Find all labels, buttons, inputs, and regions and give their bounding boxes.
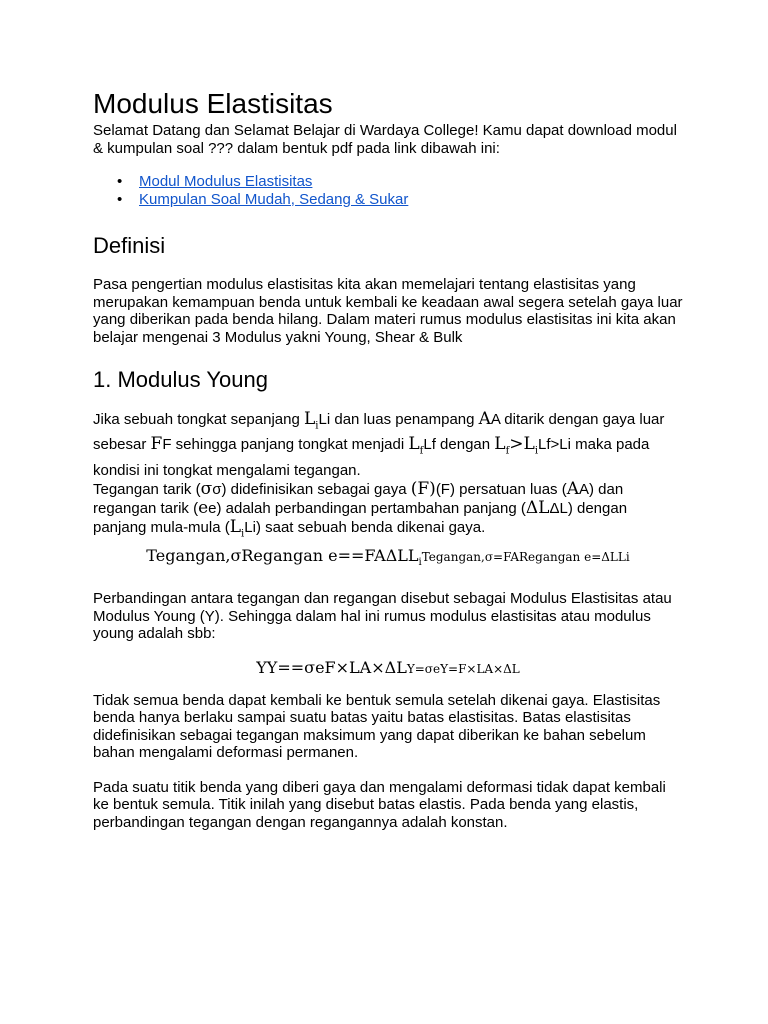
link-modul[interactable]: Modul Modulus Elastisitas [139,173,313,190]
link-kumpulan-soal[interactable]: Kumpulan Soal Mudah, Sedang & Sukar [139,190,409,208]
bullet-icon: • [117,173,123,190]
section-heading-modulus-young: 1. Modulus Young [93,367,268,392]
download-links-list [93,173,683,208]
young-paragraph-2: Tegangan tarik (σσ) didefinisikan sebagai gaya (F)(F) persatuan luas (AA) dan regangan tarik (ee) adalah perbandingan pertambahan panjang (ΔLΔL) dengan panjang mula-mula $(L_iLi)$ saat sebuah benda dikenai gaya. [93,478,628,540]
section-heading-definisi: Definisi [93,233,166,258]
math-symbol: F [150,434,163,455]
equation-tegangan-regangan: Tegangan,σRegangan $e==FA\Delta LL_iTegangan,\sigma=FARegangan$ e=ΔLLi [146,546,630,569]
math-symbol: e [198,497,209,518]
math-symbol: $L_i$ [304,409,319,432]
list-item [93,173,683,191]
math-symbol: $L_f>L_i$ [494,434,539,457]
young-paragraph-5: Pada suatu titik benda yang diberi gaya dan mengalami deformasi tidak dapat kembali ke bentuk semula. Titik inilah yang disebut batas elastis. Pada benda yang elastis, perbandingan tegangan dengan regangannya adalah konstan. [93,778,666,831]
math-symbol: $L_f$ [408,434,424,457]
page-title: Modulus Elastisitas [93,88,333,119]
equation-modulus-young: YY==σeF×LA×ΔLY=σeY=F×LA×ΔL [256,657,520,677]
math-symbol: $L_i$ [229,516,245,540]
math-symbol: A [566,478,579,499]
definisi-paragraph: Pasa pengertian modulus elastisitas kita akan memelajari tentang elastisitas yang merupakan kemampuan benda untuk kembali ke keadaan awal segera setelah gaya luar yang diberikan pada benda hilang. Dalam materi rumus modulus elastisitas ini kita akan belajar mengenai 3 Modulus yakni Young, Shear & Bulk [93,276,683,346]
young-paragraph-1: Jika sebuah tongkat sepanjang $L_iLi$ dan luas penampang AA ditarik dengan gaya luar sebesar FF sehingga panjang tongkat menjadi $L_fLf$ dengan $L_f>L_iLf>Li$ maka pada kondisi ini tongkat mengalami tegangan. [93,409,665,479]
list-item [93,191,683,209]
math-symbol: A [478,409,491,429]
document-page [93,86,683,831]
young-paragraph-4: Tidak semua benda dapat kembali ke bentuk semula setelah dikenai gaya. Elastisitas benda hanya berlaku sampai suatu batas yaitu batas elastisitas. Batas elastisitas didefinisikan sebagai tegangan maksimum yang dapat diberikan ke bahan sebelum bahan mengalami deformasi permanen. [93,691,661,762]
young-paragraph-3: Perbandingan antara tegangan dan regangan disebut sebagai Modulus Elastisitas atau Modulus Young (Y). Sehingga dalam hal ini rumus modulus elastisitas atau modulus young adalah sbb: [93,590,672,643]
math-symbol: (F) [410,478,436,499]
intro-paragraph: Selamat Datang dan Selamat Belajar di Wardaya College! Kamu dapat download modul & kumpulan soal ??? dalam bentuk pdf pada link dibawah ini: [93,122,677,157]
math-symbol: σ [200,478,213,499]
bullet-icon: • [117,190,123,208]
math-symbol: ΔL [525,497,550,518]
